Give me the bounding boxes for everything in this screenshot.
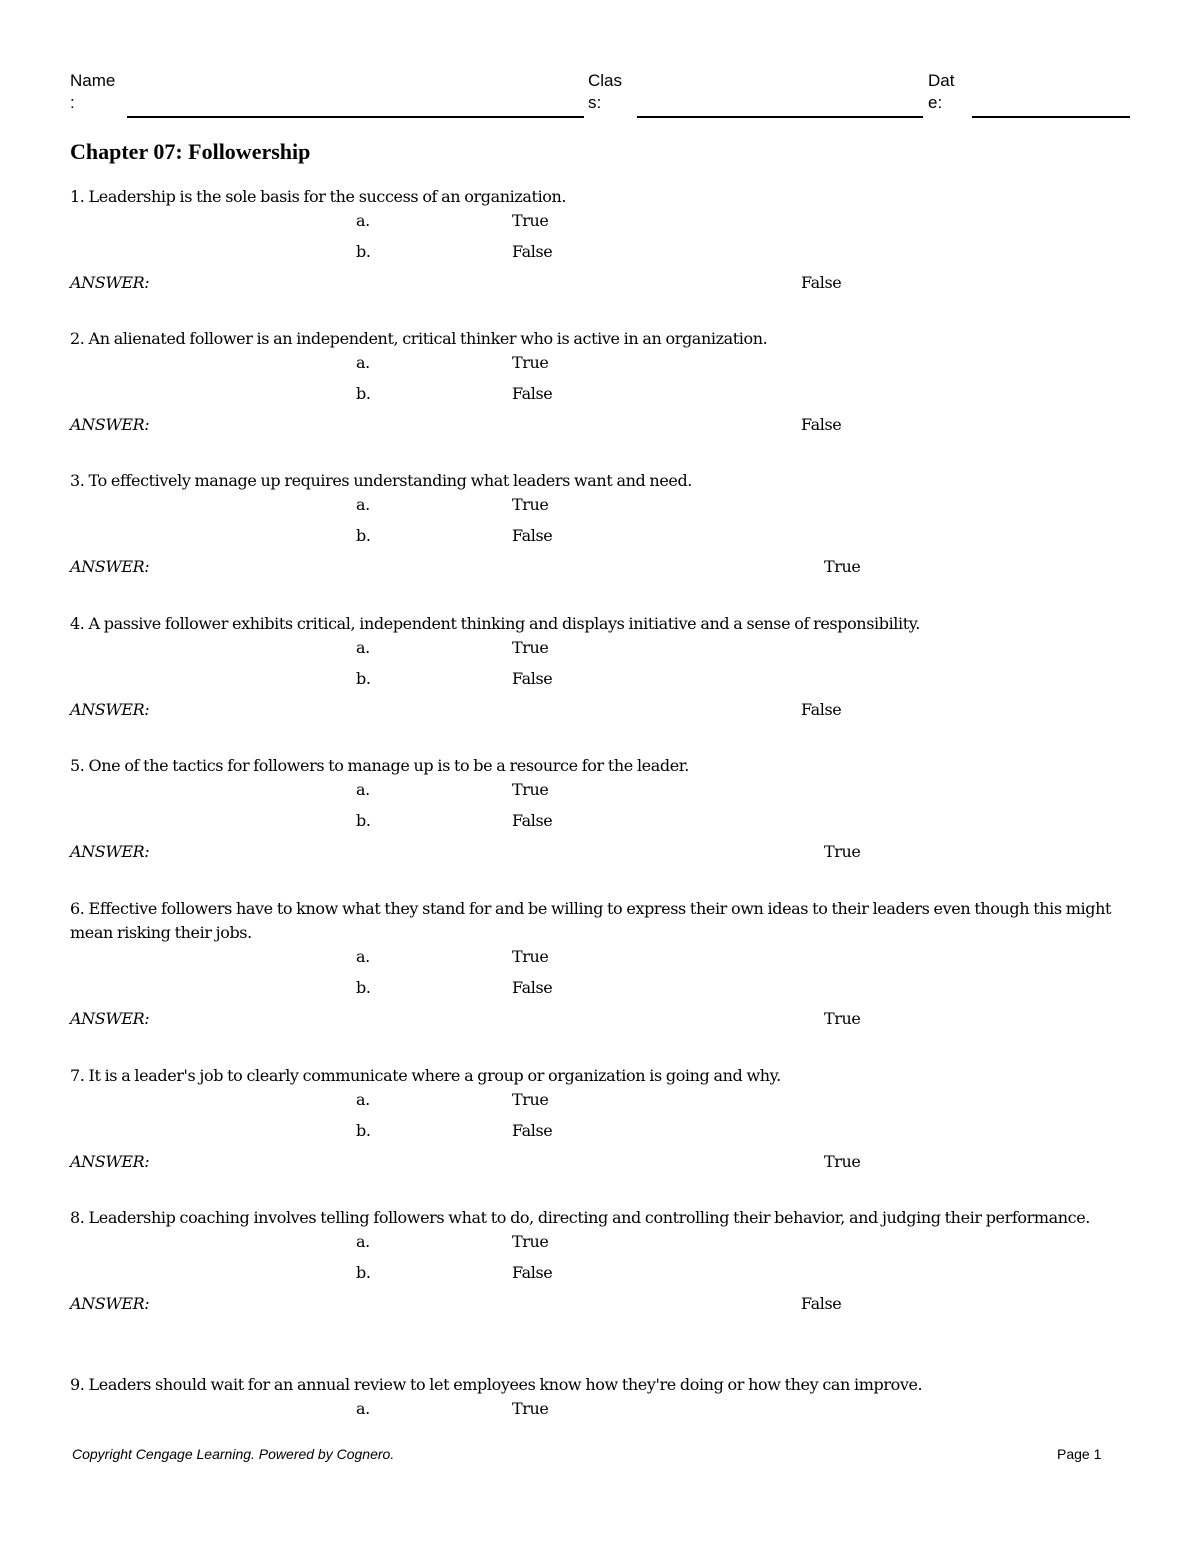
question-text: 8. Leadership coaching involves telling followers what to do, directing and controlling their behavior, and judging their performance.	[70, 1208, 1090, 1227]
question-4	[70, 612, 1130, 728]
option-b[interactable]	[70, 1261, 1130, 1292]
answer-label: ANSWER:	[70, 415, 150, 434]
question-7	[70, 1064, 1130, 1180]
question-text: 6. Effective followers have to know what they stand for and be willing to express their own ideas to their leaders even though this might mean risking their jobs.	[70, 899, 1112, 942]
answer-label: ANSWER:	[70, 700, 150, 719]
answer-value: False	[801, 273, 842, 292]
footer-copyright: Copyright Cengage Learning. Powered by Cognero.	[72, 1446, 395, 1462]
answer-row	[70, 1007, 1130, 1037]
question-text: 9. Leaders should wait for an annual review to let employees know how they're doing or how they can improve.	[70, 1375, 923, 1394]
option-letter: a.	[356, 1399, 370, 1418]
date-field-line[interactable]	[972, 116, 1130, 118]
question-6	[70, 897, 1130, 1037]
option-letter: b.	[356, 526, 371, 545]
option-letter: a.	[356, 1090, 370, 1109]
option-text: True	[512, 780, 549, 799]
answer-row	[70, 1150, 1130, 1180]
answer-row	[70, 555, 1130, 585]
option-letter: a.	[356, 947, 370, 966]
question-9	[70, 1373, 1130, 1428]
question-text: 1. Leadership is the sole basis for the success of an organization.	[70, 187, 567, 206]
question-5	[70, 754, 1130, 870]
class-label-line2: s:	[588, 93, 602, 112]
question-3	[70, 469, 1130, 585]
name-label-line2: :	[70, 93, 75, 112]
option-a[interactable]	[70, 351, 1130, 382]
name-field-line[interactable]	[127, 116, 584, 118]
option-b[interactable]	[70, 382, 1130, 413]
date-label	[928, 70, 954, 114]
option-text: False	[512, 1263, 553, 1282]
question-text: 5. One of the tactics for followers to manage up is to be a resource for the leader.	[70, 756, 689, 775]
option-a[interactable]	[70, 778, 1130, 809]
option-b[interactable]	[70, 240, 1130, 271]
question-2	[70, 327, 1130, 443]
option-a[interactable]	[70, 209, 1130, 240]
option-letter: b.	[356, 384, 371, 403]
option-a[interactable]	[70, 945, 1130, 976]
date-label-line2: e:	[928, 93, 943, 112]
option-text: False	[512, 811, 553, 830]
answer-value: False	[801, 700, 842, 719]
option-b[interactable]	[70, 667, 1130, 698]
answer-label: ANSWER:	[70, 1294, 150, 1313]
answer-row	[70, 271, 1130, 301]
option-letter: b.	[356, 978, 371, 997]
option-b[interactable]	[70, 976, 1130, 1007]
answer-label: ANSWER:	[70, 1009, 150, 1028]
option-text: False	[512, 978, 553, 997]
option-text: True	[512, 1232, 549, 1251]
option-letter: a.	[356, 353, 370, 372]
option-letter: b.	[356, 811, 371, 830]
class-label-line1: Clas	[588, 71, 623, 90]
answer-row	[70, 698, 1130, 728]
answer-value: True	[824, 1152, 861, 1171]
class-label	[588, 70, 622, 114]
option-a[interactable]	[70, 493, 1130, 524]
answer-value: True	[824, 557, 861, 576]
option-text: True	[512, 638, 549, 657]
option-letter: a.	[356, 638, 370, 657]
name-label-line1: Name	[70, 71, 116, 90]
class-field-line[interactable]	[637, 116, 923, 118]
answer-row	[70, 1292, 1130, 1322]
option-letter: b.	[356, 1121, 371, 1140]
answer-value: True	[824, 842, 861, 861]
option-text: False	[512, 384, 553, 403]
chapter-title: Chapter 07: Followership	[70, 139, 311, 164]
option-a[interactable]	[70, 1088, 1130, 1119]
option-b[interactable]	[70, 809, 1130, 840]
option-text: True	[512, 495, 549, 514]
footer-page-number: Page 1	[1057, 1446, 1102, 1462]
answer-value: True	[824, 1009, 861, 1028]
option-letter: a.	[356, 495, 370, 514]
question-text: 4. A passive follower exhibits critical, independent thinking and displays initiative and a sense of responsibility.	[70, 614, 920, 633]
answer-label: ANSWER:	[70, 1152, 150, 1171]
question-text: 7. It is a leader's job to clearly communicate where a group or organization is going and why.	[70, 1066, 781, 1085]
question-8	[70, 1206, 1130, 1322]
question-text: 2. An alienated follower is an independent, critical thinker who is active in an organization.	[70, 329, 768, 348]
question-text: 3. To effectively manage up requires understanding what leaders want and need.	[70, 471, 692, 490]
answer-row	[70, 840, 1130, 870]
answer-value: False	[801, 1294, 842, 1313]
question-1	[70, 185, 1130, 301]
option-text: True	[512, 1090, 549, 1109]
answer-label: ANSWER:	[70, 273, 150, 292]
option-text: True	[512, 353, 549, 372]
option-b[interactable]	[70, 1119, 1130, 1150]
option-letter: a.	[356, 1232, 370, 1251]
option-a[interactable]	[70, 1230, 1130, 1261]
name-label	[70, 70, 115, 114]
option-a[interactable]	[70, 1397, 1130, 1428]
date-label-line1: Dat	[928, 71, 955, 90]
option-text: False	[512, 242, 553, 261]
option-letter: a.	[356, 780, 370, 799]
answer-value: False	[801, 415, 842, 434]
option-letter: a.	[356, 211, 370, 230]
option-text: False	[512, 669, 553, 688]
option-letter: b.	[356, 242, 371, 261]
answer-label: ANSWER:	[70, 557, 150, 576]
option-text: True	[512, 947, 549, 966]
option-text: False	[512, 526, 553, 545]
answer-row	[70, 413, 1130, 443]
option-b[interactable]	[70, 524, 1130, 555]
option-letter: b.	[356, 1263, 371, 1282]
answer-label: ANSWER:	[70, 842, 150, 861]
option-text: False	[512, 1121, 553, 1140]
option-letter: b.	[356, 669, 371, 688]
option-text: True	[512, 1399, 549, 1418]
option-a[interactable]	[70, 636, 1130, 667]
option-text: True	[512, 211, 549, 230]
